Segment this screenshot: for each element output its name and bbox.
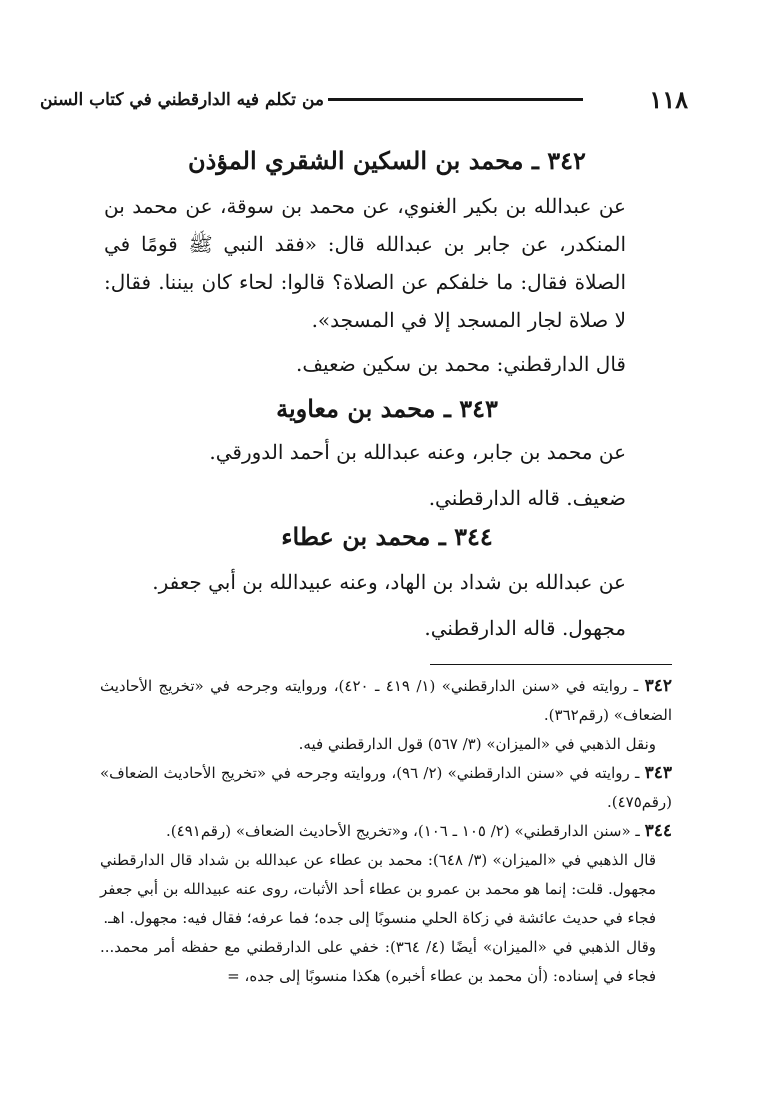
running-header (40, 84, 688, 120)
entry-342-text: عن عبدالله بن بكير الغنوي، عن محمد بن سوقة، عن محمد بن المنكدر، عن جابر بن عبدالله قال: «فقد النبي ﷺ قومًا في الصلاة فقال: ما خلفكم عن الصلاة؟ قالوا: لحاء كان بيننا. فقال: لا صلاة لجار المسجد إلا في المسجد». (104, 194, 626, 332)
footnote-343 (100, 759, 672, 817)
header-rule (328, 98, 583, 101)
entry-344-body (104, 563, 670, 647)
footnote-344-note-2: وقال الذهبي في «الميزان» أيضًا (٤/ ٣٦٤): خفي على الدارقطني مع حفظه أمر محمد... فجاء في إسناده: (أن محمد بن عطاء أخبره) هكذا منسوبًا إلى جده، = (100, 938, 656, 985)
entry-342-title: ٣٤٢ ـ محمد بن السكين الشقري المؤذن (188, 146, 586, 175)
footnote-343-text: ـ روايته في «سنن الدارقطني» (٢/ ٩٦)، وروايته وجرحه في «تخريج الأحاديث الضعاف» (رقم٤٧٥). (100, 764, 672, 811)
entry-344-text: عن عبدالله بن شداد بن الهاد، وعنه عبيدالله بن أبي جعفر. (152, 570, 626, 594)
page-number: ١١٨ (649, 85, 688, 114)
footnote-344-number: ٣٤٤ (644, 821, 672, 841)
footnotes (100, 672, 672, 991)
footnote-344 (100, 817, 672, 846)
footnote-344-text: ـ «سنن الدارقطني» (٢/ ١٠٥ ـ ١٠٦)، و«تخريج الأحاديث الضعاف» (رقم٤٩١). (166, 822, 640, 840)
entry-343-body (104, 433, 670, 517)
entry-344-verdict: مجهول. قاله الدارقطني. (424, 616, 626, 640)
entry-342-body (104, 187, 670, 383)
entry-343-text: عن محمد بن جابر، وعنه عبدالله بن أحمد الدورقي. (209, 440, 626, 464)
entry-343-verdict: ضعيف. قاله الدارقطني. (428, 486, 626, 510)
footnote-342-note: ونقل الذهبي في «الميزان» (٣/ ٥٦٧) قول الدارقطني فيه. (298, 735, 656, 753)
footnote-343-number: ٣٤٣ (644, 763, 672, 783)
entry-342-verdict: قال الدارقطني: محمد بن سكين ضعيف. (295, 352, 626, 376)
entry-344-title: ٣٤٤ ـ محمد بن عطاء (281, 522, 493, 551)
footnote-342 (100, 672, 672, 730)
footnote-342-text: ـ روايته في «سنن الدارقطني» (١/ ٤١٩ ـ ٤٢٠)، وروايته وجرحه في «تخريج الأحاديث الضعاف» (رقم٣٦٢). (100, 677, 672, 724)
running-title: من تكلم فيه الدارقطني في كتاب السنن (40, 90, 324, 110)
footnote-342-number: ٣٤٢ (644, 676, 672, 696)
footnote-344-note-1: قال الذهبي في «الميزان» (٣/ ٦٤٨): محمد بن عطاء عن عبدالله بن شداد قال الدارقطني مجهول. قلت: إنما هو محمد بن عمرو بن عطاء أحد الأثبات، روى عنه عبيدالله بن أبي جعفر فجاء في حديث عائشة في زكاة الحلي منسوبًا إلى جده؛ فما عرفه؛ فقال فيه: مجهول. اهـ. (100, 851, 657, 927)
footnote-separator (430, 664, 672, 665)
entry-343-title: ٣٤٣ ـ محمد بن معاوية (276, 394, 498, 423)
